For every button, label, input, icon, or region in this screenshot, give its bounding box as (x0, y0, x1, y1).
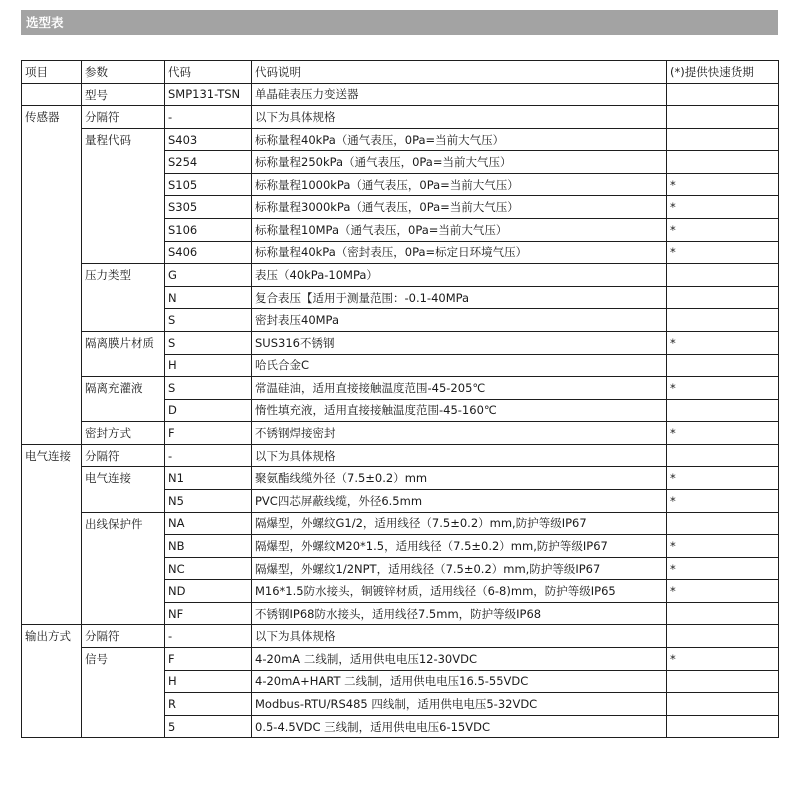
code-cell: - (165, 444, 252, 467)
table-row (22, 648, 779, 671)
star-cell: * (667, 241, 779, 264)
star-cell: * (667, 467, 779, 490)
desc-cell: 惰性填充液，适用直接接触温度范围-45-160℃ (252, 399, 667, 422)
desc-cell: 不锈钢焊接密封 (252, 422, 667, 445)
code-cell: H (165, 354, 252, 377)
star-cell (667, 151, 779, 174)
table-row (22, 422, 779, 445)
table-row (22, 625, 779, 648)
code-cell: R (165, 693, 252, 716)
desc-cell: 4-20mA 二线制，适用供电电压12-30VDC (252, 648, 667, 671)
table-header-row-desc-cell: 代码说明 (252, 61, 667, 84)
desc-cell: 标称量程3000kPa（通气表压，0Pa=当前大气压） (252, 196, 667, 219)
code-cell: N (165, 286, 252, 309)
star-cell (667, 715, 779, 738)
code-cell: NC (165, 557, 252, 580)
code-cell: S403 (165, 128, 252, 151)
desc-cell: 0.5-4.5VDC 三线制，适用供电电压6-15VDC (252, 715, 667, 738)
desc-cell: 隔爆型，外螺纹M20*1.5，适用线径（7.5±0.2）mm,防护等级IP67 (252, 535, 667, 558)
star-cell: * (667, 557, 779, 580)
star-cell: * (667, 173, 779, 196)
star-cell: * (667, 580, 779, 603)
desc-cell: 标称量程1000kPa（通气表压，0Pa=当前大气压） (252, 173, 667, 196)
desc-cell: 密封表压40MPa (252, 309, 667, 332)
desc-cell: PVC四芯屏蔽线缆，外径6.5mm (252, 489, 667, 512)
item-cell (22, 83, 82, 106)
star-cell (667, 286, 779, 309)
star-cell: * (667, 489, 779, 512)
star-cell (667, 444, 779, 467)
star-cell (667, 512, 779, 535)
param-cell: 隔离充灌液 (82, 377, 165, 422)
star-cell (667, 625, 779, 648)
star-cell: * (667, 219, 779, 242)
code-cell: 5 (165, 715, 252, 738)
desc-cell: 标称量程40kPa（通气表压，0Pa=当前大气压） (252, 128, 667, 151)
star-cell (667, 83, 779, 106)
code-cell: S406 (165, 241, 252, 264)
desc-cell: 单晶硅表压力变送器 (252, 83, 667, 106)
table-row (22, 331, 779, 354)
desc-cell: 以下为具体规格 (252, 106, 667, 129)
star-cell (667, 354, 779, 377)
code-cell: S305 (165, 196, 252, 219)
star-cell (667, 309, 779, 332)
table-row (22, 83, 779, 106)
code-cell: S106 (165, 219, 252, 242)
code-cell: F (165, 422, 252, 445)
param-cell: 型号 (82, 83, 165, 106)
desc-cell: 复合表压【适用于测量范围：-0.1-40MPa (252, 286, 667, 309)
code-cell: S (165, 309, 252, 332)
param-cell: 电气连接 (82, 467, 165, 512)
star-cell: * (667, 422, 779, 445)
param-cell: 分隔符 (82, 444, 165, 467)
param-cell: 压力类型 (82, 264, 165, 332)
param-cell: 量程代码 (82, 128, 165, 263)
desc-cell: SUS316不锈钢 (252, 331, 667, 354)
param-cell: 出线保护件 (82, 512, 165, 625)
param-cell: 信号 (82, 648, 165, 738)
desc-cell: M16*1.5防水接头，铜镀锌材质，适用线径（6-8)mm，防护等级IP65 (252, 580, 667, 603)
param-cell: 密封方式 (82, 422, 165, 445)
code-cell: F (165, 648, 252, 671)
table-row (22, 444, 779, 467)
table-row (22, 377, 779, 400)
code-cell: ND (165, 580, 252, 603)
desc-cell: 表压（40kPa-10MPa） (252, 264, 667, 287)
star-cell (667, 399, 779, 422)
code-cell: D (165, 399, 252, 422)
section-title: 选型表 (21, 10, 778, 35)
star-cell: * (667, 331, 779, 354)
code-cell: - (165, 106, 252, 129)
desc-cell: 以下为具体规格 (252, 625, 667, 648)
table-row (22, 512, 779, 535)
table-row (22, 264, 779, 287)
table-header-row-code-cell: 代码 (165, 61, 252, 84)
code-cell: - (165, 625, 252, 648)
star-cell (667, 693, 779, 716)
desc-cell: 4-20mA+HART 二线制，适用供电电压16.5-55VDC (252, 670, 667, 693)
star-cell (667, 264, 779, 287)
desc-cell: 隔爆型，外螺纹G1/2，适用线径（7.5±0.2）mm,防护等级IP67 (252, 512, 667, 535)
desc-cell: 常温硅油，适用直接接触温度范围-45-205℃ (252, 377, 667, 400)
table-header-row (22, 61, 779, 84)
table-header-row-star-cell: (*)提供快速货期 (667, 61, 779, 84)
code-cell: S (165, 331, 252, 354)
star-cell (667, 106, 779, 129)
desc-cell: 标称量程250kPa（通气表压，0Pa=当前大气压） (252, 151, 667, 174)
code-cell: NA (165, 512, 252, 535)
code-cell: NF (165, 602, 252, 625)
code-cell: S105 (165, 173, 252, 196)
star-cell: * (667, 648, 779, 671)
param-cell: 分隔符 (82, 106, 165, 129)
code-cell: H (165, 670, 252, 693)
desc-cell: 聚氨酯线缆外径（7.5±0.2）mm (252, 467, 667, 490)
table-row (22, 106, 779, 129)
table-row (22, 467, 779, 490)
code-cell: G (165, 264, 252, 287)
selection-table (21, 60, 779, 738)
item-cell: 传感器 (22, 106, 82, 445)
code-cell: S254 (165, 151, 252, 174)
desc-cell: 标称量程40kPa（密封表压，0Pa=标定日环境气压） (252, 241, 667, 264)
star-cell (667, 670, 779, 693)
desc-cell: 哈氏合金C (252, 354, 667, 377)
table-row (22, 128, 779, 151)
code-cell: S (165, 377, 252, 400)
desc-cell: 以下为具体规格 (252, 444, 667, 467)
item-cell: 电气连接 (22, 444, 82, 625)
code-cell: N5 (165, 489, 252, 512)
table-header-row-param-cell: 参数 (82, 61, 165, 84)
code-cell: N1 (165, 467, 252, 490)
table-header-row-item-cell: 项目 (22, 61, 82, 84)
desc-cell: 标称量程10MPa（通气表压，0Pa=当前大气压） (252, 219, 667, 242)
desc-cell: 不锈钢IP68防水接头，适用线径7.5mm，防护等级IP68 (252, 602, 667, 625)
code-cell: NB (165, 535, 252, 558)
item-cell: 输出方式 (22, 625, 82, 738)
param-cell: 分隔符 (82, 625, 165, 648)
star-cell: * (667, 196, 779, 219)
star-cell (667, 128, 779, 151)
star-cell: * (667, 535, 779, 558)
star-cell: * (667, 377, 779, 400)
code-cell: SMP131-TSN (165, 83, 252, 106)
desc-cell: 隔爆型，外螺纹1/2NPT，适用线径（7.5±0.2）mm,防护等级IP67 (252, 557, 667, 580)
param-cell: 隔离膜片材质 (82, 331, 165, 376)
desc-cell: Modbus-RTU/RS485 四线制，适用供电电压5-32VDC (252, 693, 667, 716)
star-cell (667, 602, 779, 625)
